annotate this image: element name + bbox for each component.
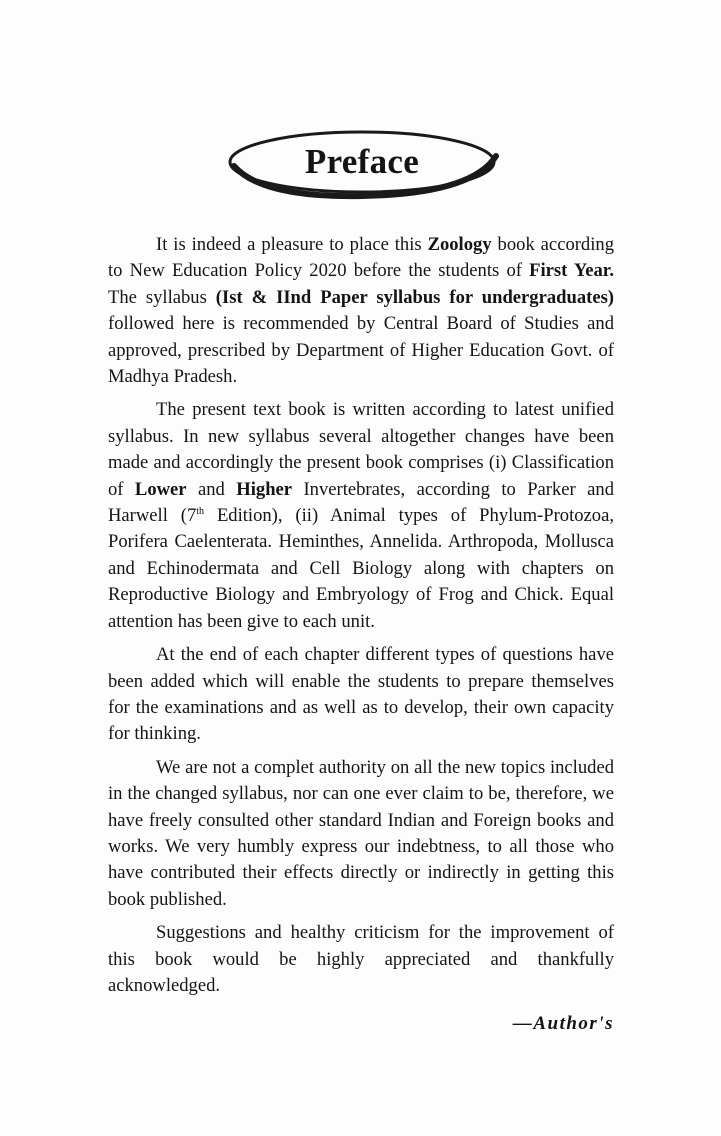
text: It is indeed a pleasure to place this — [156, 234, 428, 255]
bold-text: First Year. — [529, 260, 614, 282]
page-title: Preface — [304, 142, 420, 181]
superscript: th — [196, 505, 205, 517]
text: The present text book is written according to latest unified syllabus. In new syllabus several altogether changes have been made and accordingly the present book comprises (i) Classification of — [108, 399, 614, 500]
bold-text: (Ist & IInd Paper syllabus for undergraduates) — [215, 286, 614, 308]
bold-text: Lower — [134, 478, 187, 500]
bold-text: Higher — [236, 478, 293, 500]
text: Edition), (ii) Animal types of Phylum-Protozoa, Porifera Caelenterata. Heminthes, Annelida. Arthropoda, Mollusca and Echinodermata and Cell Biology along with chapters on Reproductive Biology and Embryology of Frog and Chick. Equal attention has been give to each unit. — [108, 505, 614, 632]
paragraph: We are not a complet authority on all the new topics included in the changed syllabus, nor can one ever claim to be, therefore, we have freely consulted other standard Indian and Foreign books and works. We very humbly express our indebtness, to all those who have contributed their effects directly or indirectly in getting this book published. — [108, 756, 614, 910]
paragraph — [108, 232, 614, 390]
paragraph: At the end of each chapter different types of questions have been added which will enable the students to prepare themselves for the examinations and as well as to develop, their own capacity for thinking. — [108, 644, 614, 745]
text: book according to New Education Policy 2020 before the students of — [108, 234, 614, 282]
text: and — [186, 478, 237, 500]
text: followed here is recommended by Central Board of Studies and approved, prescribed by Department of Higher Education Govt. of Madhya Pradesh. — [108, 313, 614, 388]
bold-text: Zoology — [427, 234, 492, 255]
author-signature: —Author's — [512, 1013, 614, 1035]
preface-body — [108, 232, 614, 999]
text: Invertebrates, according to Parker and Harwell (7 — [108, 478, 614, 527]
preface-content — [108, 232, 614, 1037]
paragraph: Suggestions and healthy criticism for the improvement of this book would be highly appreciated and thankfully acknowledged. — [108, 922, 614, 996]
paragraph — [108, 397, 614, 635]
text: The syllabus — [108, 286, 216, 308]
